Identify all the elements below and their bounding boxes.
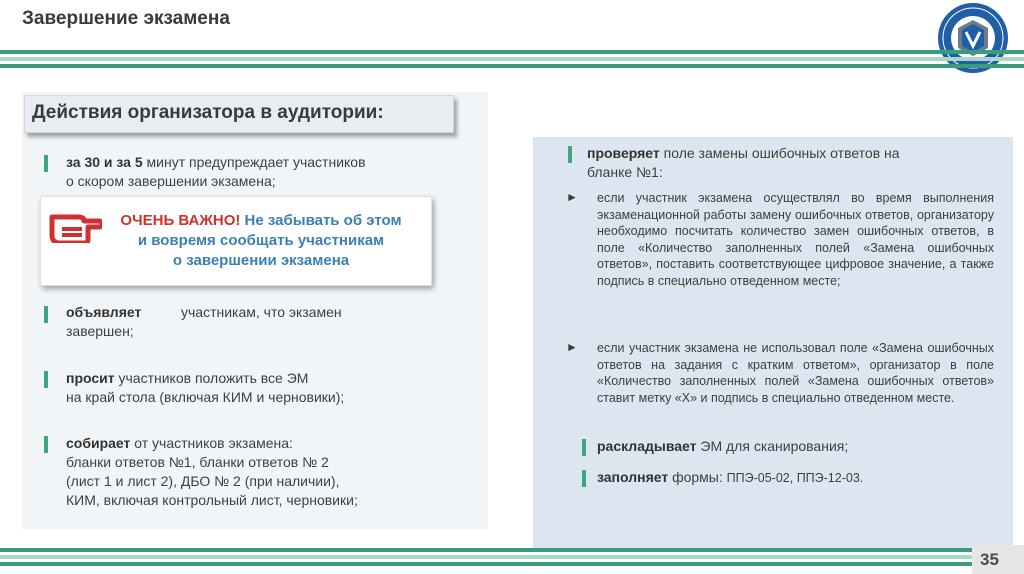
- left-item-collect: собирает от участников экзамена: бланки ответов №1, бланки ответов № 2 (лист 1 и лист 2), ДБО № 2 (при наличии), КИМ, включая контрольный лист, черновики;: [66, 435, 358, 508]
- important-text: ОЧЕНЬ ВАЖНО! Не забывать об этом и вовремя сообщать участникам о завершении экзамена: [120, 212, 402, 269]
- right-item-lay-out: раскладывает ЭМ для сканирования;: [597, 438, 849, 454]
- bullet-bar: [568, 146, 572, 163]
- left-item-warn: за 30 и за 5 минут предупреждает участников о скором завершении экзамена;: [66, 154, 366, 189]
- right-item-check: проверяет поле замены ошибочных ответов на бланке №1:: [587, 145, 900, 180]
- page-title: Завершение экзамена: [22, 8, 230, 29]
- triangle-bullet-icon: ►: [566, 340, 578, 354]
- left-item-ask: просит участников положить все ЭМ на край стола (включая КИМ и черновики);: [66, 370, 345, 405]
- right-subitem-replacements: если участник экзамена осуществлял во время выполнения экзаменационной работы замену ошибочных ответов, организатору необходимо посчитать количество замен ошибочных ответов, в поле «Количество заполненных полей «Замена ошибочных ответов», поставить соответствующее цифровое значение, а также подпись в специально отведенном месте;: [597, 191, 994, 288]
- bullet-bar: [582, 439, 586, 456]
- pointing-hand-icon: [48, 203, 102, 243]
- bullet-bar: [44, 155, 48, 172]
- bullet-bar: [582, 470, 586, 487]
- triangle-bullet-icon: ►: [566, 190, 578, 204]
- section-heading: Действия организатора в аудитории:: [32, 102, 384, 123]
- right-item-fill-forms: заполняет формы: ППЭ-05-02, ППЭ-12-03.: [597, 469, 864, 485]
- header-stripes: [0, 50, 1024, 71]
- bullet-bar: [44, 306, 48, 323]
- right-subitem-no-replacements: если участник экзамена не использовал поле «Замена ошибочных ответов на задания с кратким ответом», организатор в поле «Количество заполненных полей «Замена ошибочных ответов» ставит метку «Х» и подпись в специально отведенном месте.: [597, 341, 994, 405]
- bullet-bar: [44, 371, 48, 388]
- page-number: 35: [980, 550, 999, 569]
- bullet-bar: [44, 436, 48, 453]
- footer-stripes: [0, 548, 972, 569]
- left-item-announce: объявляет участникам, что экзамен завершен;: [66, 304, 342, 339]
